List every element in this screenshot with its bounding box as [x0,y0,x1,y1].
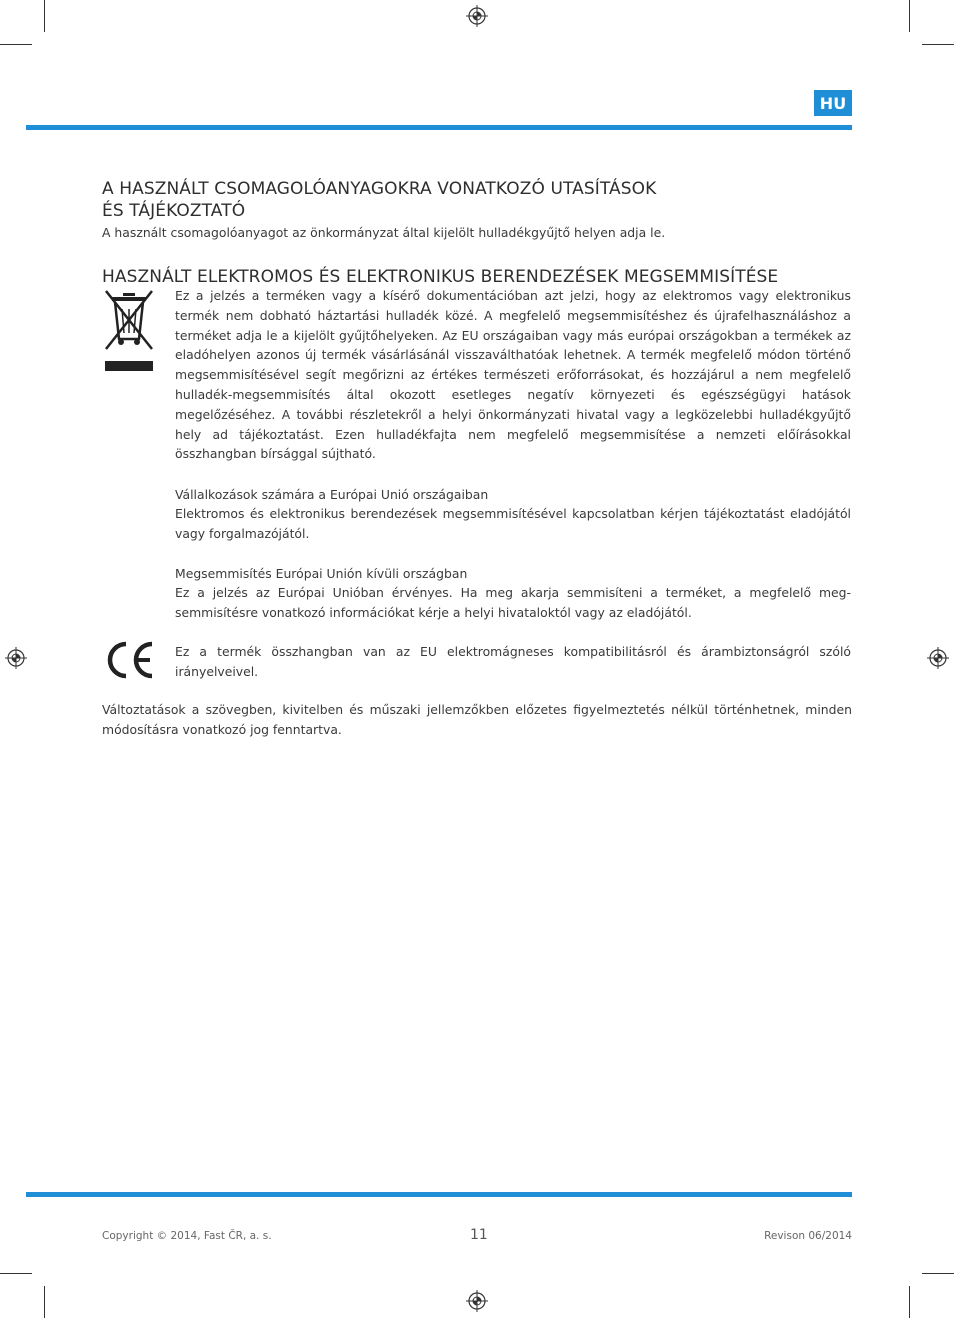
crop-mark [44,0,45,32]
ce-mark-icon [104,640,156,680]
header-rule [26,125,852,130]
section-title-weee: HASZNÁLT ELEKTROMOS ÉS ELEKTRONIKUS BERENDEZÉSEK MEGSEMMISÍTÉSE [102,267,779,287]
weee-paragraph: Ez a jelzés a terméken vagy a kísérő dokumentációban azt jelzi, hogy az elektromos vagy elektronikus termék nem dobható háztartási hulladék közé. A megfelelő megsemmisítéshez és újrafelhasználáshoz a terméket adja le a kijelölt gyűjtőhelyeken. Az EU országaiban vagy más európai országokban a termékek az eladóhelyen azonos új termék vásárlásánál visszaválthatóak lehetnek. A termék megfelelő módon történő megsemmisítésével segít megőrizni az értékes természeti erőforrásokat, és hozzájárul a nem megfelelő hulladék-megsemmisítés által okozott esetleges negatív környezeti és egészségügyi hatások megelőzéséhez. A további részletekről a helyi önkormányzati hivatal vagy a legközelebbi hulladékgyűjtő hely ad tájékoztatást. Ezen hulladékfajta nem megfelelő megsemmisítése a nemzeti előírásokkal összhangban bírsággal sújtható. [175,288,851,462]
eu-business-paragraph: Elektromos és elektronikus berendezések megsemmisítésével kapcsolatban kérjen tájékoztatást eladójától vagy forgalmazójától. [175,506,851,541]
section-title-packaging [102,178,862,222]
title-line: A HASZNÁLT CSOMAGOLÓANYAGOKRA VONATKOZÓ UTASÍTÁSOK [102,179,657,199]
page-number: 11 [470,1227,488,1243]
crop-mark [922,1273,954,1274]
disclaimer-paragraph: Változtatások a szövegben, kivitelben és műszaki jellemzőkben előzetes figyelmeztetés nélkül történhetnek, minden módosításra vonatkozó jog fenntartva. [102,702,852,737]
copyright-text: Copyright © 2014, Fast ČR, a. s. [102,1230,272,1242]
crop-mark [0,1273,32,1274]
crop-mark [44,1286,45,1318]
registration-mark-icon [5,647,27,669]
crop-mark [909,1286,910,1318]
registration-mark-icon [927,647,949,669]
footer-rule [26,1192,852,1197]
crossed-bin-icon [104,289,154,373]
non-eu-paragraph: Ez a jelzés az Európai Unióban érvényes. Ha meg akarja semmisíteni a terméket, a megfelelő megsemmisítésre vonatkozó információkat kérje a helyi hivataloktól vagy az eladójától. [175,585,851,620]
registration-mark-icon [466,1290,488,1312]
ce-paragraph: Ez a termék összhangban van az EU elektromágneses kompatibilitásról és árambiztonságról szóló irányelveivel. [175,644,851,679]
crop-mark [0,44,32,45]
title-line: ÉS TÁJÉKOZTATÓ [102,201,246,221]
non-eu-heading: Megsemmisítés Európai Unión kívüli országban [175,566,468,581]
packaging-paragraph: A használt csomagolóanyagot az önkormányzat által kijelölt hulladékgyűjtő helyen adja le. [102,225,666,240]
crop-mark [922,44,954,45]
eu-business-heading: Vállalkozások számára a Európai Unió országaiban [175,487,489,502]
registration-mark-icon [466,5,488,27]
revision-text: Revison 06/2014 [764,1230,852,1242]
crop-mark [909,0,910,32]
language-badge: HU [814,90,852,116]
